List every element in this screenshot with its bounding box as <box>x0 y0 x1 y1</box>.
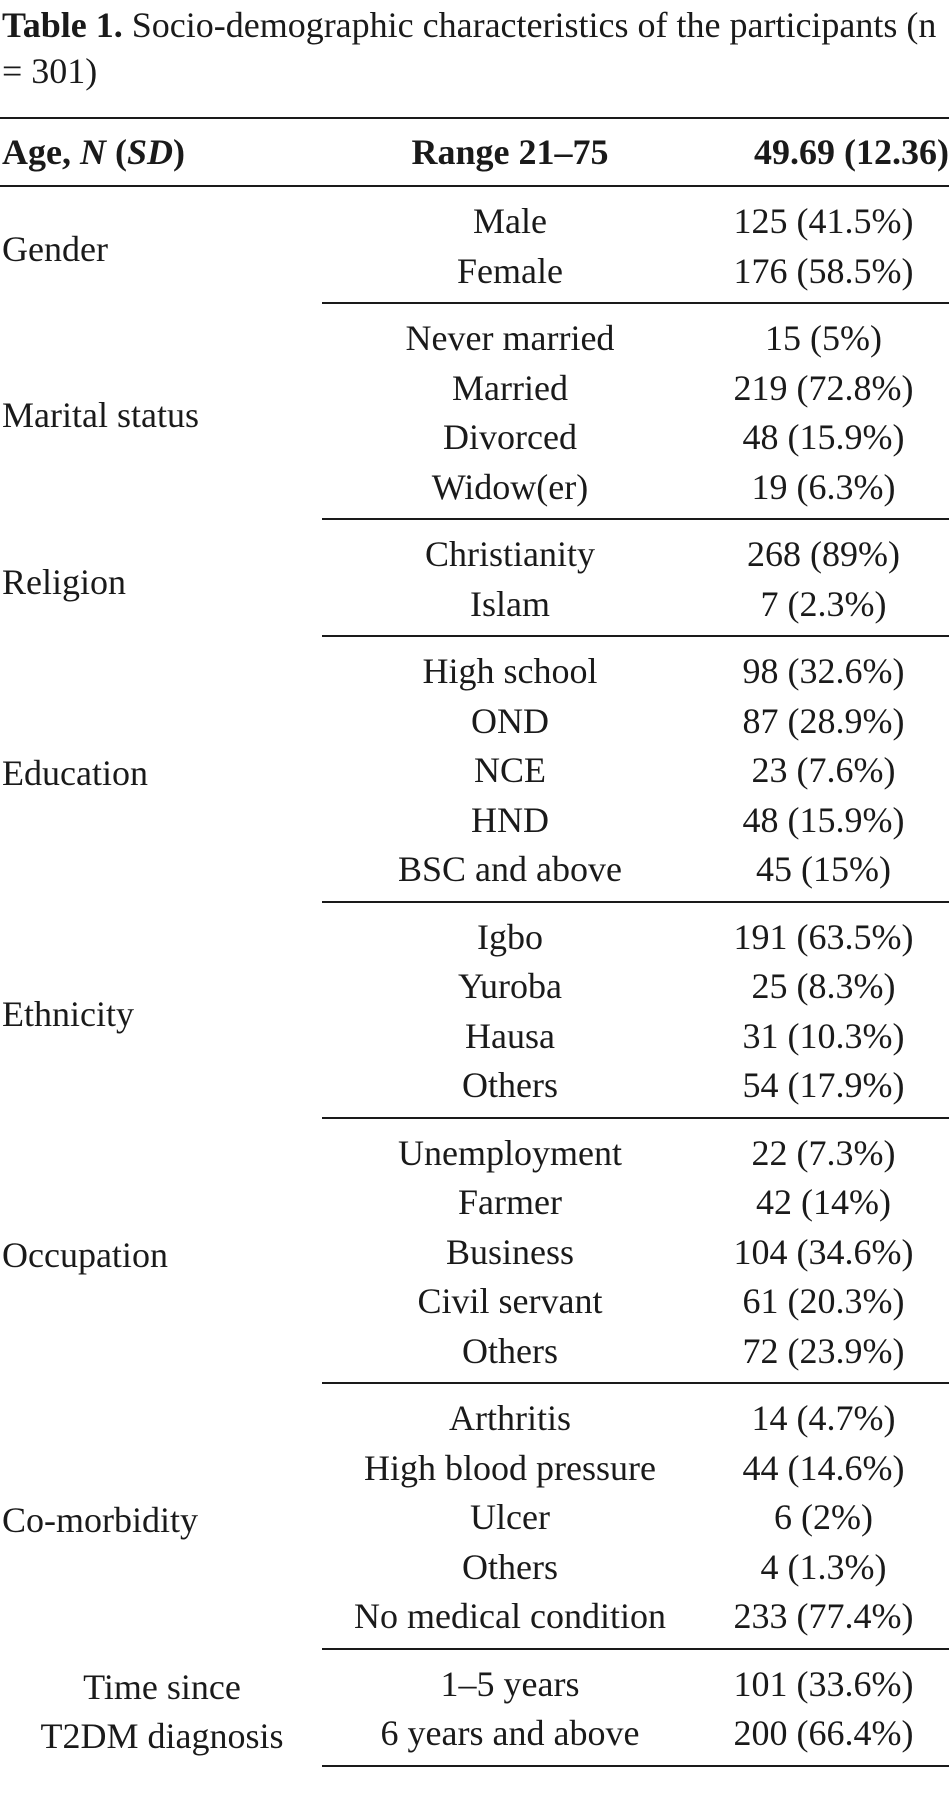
table-row <box>0 636 949 697</box>
table-group <box>0 636 949 902</box>
value-cell: 45 (15%) <box>698 845 949 902</box>
value-cell: 31 (10.3%) <box>742 1015 905 1056</box>
table-group <box>0 902 949 1118</box>
value-cell: 98 (32.6%) <box>742 651 905 691</box>
header-age <box>0 118 322 186</box>
group-label: Co-morbidity <box>2 1500 198 1540</box>
value-cell: 104 (34.6%) <box>733 1231 914 1272</box>
header-mean: 49.69 (12.36) <box>698 118 949 186</box>
table-caption-text: Socio-demographic characteristics of the participants (n = 301) <box>2 5 937 91</box>
value-cell: 25 (8.3%) <box>751 966 896 1006</box>
category-cell: High blood pressure <box>364 1447 656 1488</box>
category-cell: Unemployment <box>398 1132 622 1173</box>
category-cell: No medical condition <box>322 1592 698 1649</box>
category-cell: Yuroba <box>458 966 562 1006</box>
value-cell: 176 (58.5%) <box>698 247 949 304</box>
value-cell: 15 (5%) <box>765 318 882 358</box>
table-caption-label: Table 1. <box>2 5 123 45</box>
group-label-line: Time since <box>83 1666 241 1707</box>
value-cell: 268 (89%) <box>747 534 900 574</box>
group-label: Education <box>2 753 148 793</box>
table-group <box>0 519 949 636</box>
value-cell: 48 (15.9%) <box>742 417 905 457</box>
header-age-text: Age, N (SD) <box>2 132 186 172</box>
category-cell: Hausa <box>465 1015 555 1056</box>
category-cell: Igbo <box>477 916 543 957</box>
value-cell: 72 (23.9%) <box>698 1327 949 1384</box>
category-cell: BSC and above <box>322 845 698 902</box>
demographics-table <box>0 117 949 1767</box>
category-cell: Civil servant <box>417 1281 603 1321</box>
table-group <box>0 303 949 519</box>
value-cell: 87 (28.9%) <box>742 700 905 741</box>
group-label <box>0 1649 322 1766</box>
category-cell: Others <box>322 1327 698 1384</box>
category-cell: 1–5 years <box>440 1663 580 1704</box>
category-cell: Christianity <box>425 534 595 574</box>
header-range: Range 21–75 <box>322 118 698 186</box>
category-cell: Male <box>473 201 547 241</box>
value-cell: 200 (66.4%) <box>698 1709 949 1766</box>
value-cell: 233 (77.4%) <box>698 1592 949 1649</box>
value-cell: 19 (6.3%) <box>698 463 949 520</box>
group-label-line: T2DM diagnosis <box>40 1716 284 1756</box>
value-cell: 23 (7.6%) <box>751 750 896 790</box>
value-cell: 44 (14.6%) <box>742 1447 905 1488</box>
category-cell: 6 years and above <box>322 1709 698 1766</box>
table-caption <box>2 0 944 94</box>
table-row <box>0 902 949 963</box>
category-cell: Others <box>462 1546 558 1587</box>
category-cell: High school <box>422 651 598 691</box>
value-cell: 101 (33.6%) <box>733 1663 914 1704</box>
table-row <box>0 519 949 580</box>
value-cell: 48 (15.9%) <box>742 799 905 840</box>
group-label: Religion <box>2 561 126 602</box>
category-cell: Widow(er) <box>322 463 698 520</box>
table-row <box>0 186 949 247</box>
value-cell: 42 (14%) <box>756 1182 891 1222</box>
value-cell: 4 (1.3%) <box>760 1546 887 1587</box>
category-cell: Business <box>445 1231 575 1272</box>
value-cell: 7 (2.3%) <box>698 580 949 637</box>
category-cell: Never married <box>405 318 615 358</box>
value-cell: 6 (2%) <box>774 1497 873 1537</box>
category-cell: Divorced <box>443 417 577 457</box>
category-cell: NCE <box>474 750 546 790</box>
value-cell: 54 (17.9%) <box>698 1061 949 1118</box>
category-cell: Married <box>452 367 568 408</box>
table-group <box>0 1383 949 1649</box>
value-cell: 14 (4.7%) <box>751 1398 896 1438</box>
category-cell: Ulcer <box>470 1497 550 1537</box>
category-cell: Arthritis <box>449 1398 571 1438</box>
category-cell: Others <box>322 1061 698 1118</box>
category-cell: Female <box>322 247 698 304</box>
category-cell: HND <box>471 799 549 840</box>
table-row <box>0 1649 949 1710</box>
value-cell: 191 (63.5%) <box>733 916 914 957</box>
table-row <box>0 303 949 364</box>
table-row <box>0 1118 949 1179</box>
category-cell: Islam <box>322 580 698 637</box>
value-cell: 125 (41.5%) <box>733 201 914 241</box>
group-label: Ethnicity <box>2 993 134 1034</box>
group-label: Marital status <box>2 395 199 436</box>
value-cell: 22 (7.3%) <box>751 1132 896 1173</box>
table-row <box>0 1383 949 1444</box>
table-group <box>0 1118 949 1384</box>
group-label: Gender <box>2 229 108 270</box>
value-cell: 61 (20.3%) <box>742 1281 905 1321</box>
header-row <box>0 118 949 186</box>
category-cell: Farmer <box>458 1182 562 1222</box>
table-group <box>0 186 949 303</box>
group-label: Occupation <box>2 1234 168 1275</box>
table-group <box>0 1649 949 1766</box>
value-cell: 219 (72.8%) <box>733 367 914 408</box>
table-header <box>0 118 949 186</box>
category-cell: OND <box>471 700 549 741</box>
